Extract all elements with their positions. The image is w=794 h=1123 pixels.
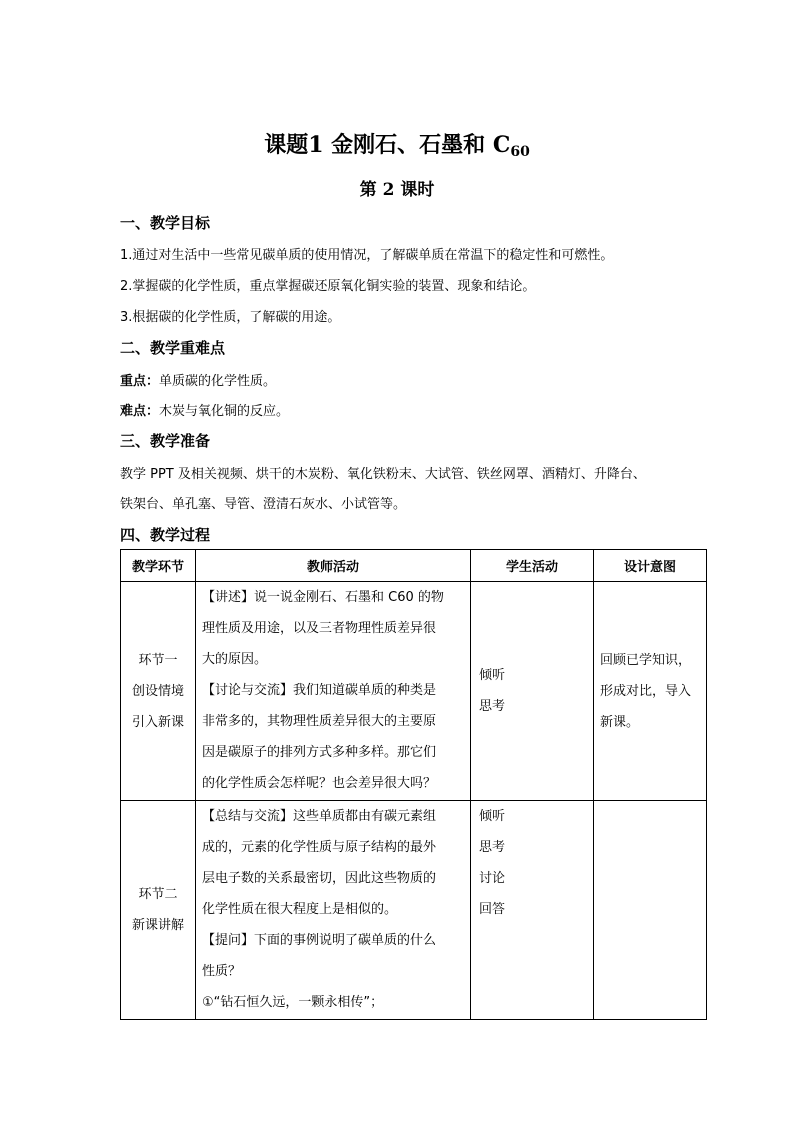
preparation-line: 铁架台、单孔塞、导管、澄清石灰水、小试管等。 [120,497,407,512]
teacher-line: 层电子数的关系最密切，因此这些物质的 [202,871,437,886]
table-row [121,801,707,1020]
teacher-line: 【提问】下面的事例说明了碳单质的什么 [202,933,437,948]
header-intent: 设计意图 [594,550,707,582]
teaching-process-table [120,549,707,1020]
teacher-line: 大的原因。 [202,652,268,667]
intent-line: 形成对比，导入 [600,683,692,699]
teacher-line: 化学性质在很大程度上是相似的。 [202,902,398,917]
key-text: 单质碳的化学性质。 [159,374,277,389]
title-text: 课题1 金刚石、石墨和 C [264,132,511,158]
difficult-text: 木炭与氧化铜的反应。 [159,404,290,419]
student-cell [471,582,594,801]
stage-line: 环节二 [138,887,178,902]
stage-line: 新课讲解 [131,918,184,933]
student-line: 倾听 [479,668,506,683]
objective-item: 3.根据碳的化学性质，了解碳的用途。 [120,310,341,325]
document-subtitle: 第 2 课时 [359,180,435,200]
student-line: 倾听 [479,809,506,824]
teacher-line: 【总结与交流】这些单质都由有碳元素组 [202,809,437,824]
stage-line: 创设情境 [131,683,184,699]
teacher-line: 【讨论与交流】我们知道碳单质的种类是 [202,683,437,698]
teacher-line: 因是碳原子的排列方式多种多样。那它们 [202,745,437,760]
difficult-point-line [120,400,289,419]
intent-line: 新课。 [600,714,640,730]
title-subscript: 60 [510,144,530,160]
teacher-cell [196,582,471,801]
key-label: 重点： [120,374,160,389]
table-header-row [121,550,707,582]
student-cell [471,801,594,1020]
document-title [0,128,794,160]
table-row [121,582,707,801]
intent-cell [594,801,707,1020]
key-point-line [120,370,276,389]
objective-item: 1.通过对生活中一些常见碳单质的使用情况，了解碳单质在常温下的稳定性和可燃性。 [120,248,614,263]
header-teacher: 教师活动 [196,550,471,582]
header-student: 学生活动 [471,550,594,582]
section-heading-objectives: 一、教学目标 [120,214,211,232]
teacher-line: 【讲述】说一说金刚石、石墨和 C60 的物 [202,590,444,605]
teacher-cell [196,801,471,1020]
student-line: 思考 [479,840,506,855]
intent-cell [594,582,707,801]
header-stage: 教学环节 [121,550,196,582]
student-line: 回答 [479,902,506,917]
stage-cell [121,801,196,1020]
section-heading-preparation: 三、教学准备 [120,432,211,450]
student-line: 讨论 [479,871,506,886]
section-heading-process: 四、教学过程 [120,526,211,544]
difficult-label: 难点： [120,404,160,419]
preparation-line: 教学 PPT 及相关视频、烘干的木炭粉、氧化铁粉末、大试管、铁丝网罩、酒精灯、升降台、 [120,467,646,482]
teacher-line: 理性质及用途，以及三者物理性质差异很 [202,621,437,636]
student-line: 思考 [479,699,506,714]
stage-cell [121,582,196,801]
stage-line: 引入新课 [131,714,184,730]
objective-item: 2.掌握碳的化学性质，重点掌握碳还原氧化铜实验的装置、现象和结论。 [120,279,536,294]
intent-line: 回顾已学知识， [600,652,692,668]
teacher-line: 性质？ [202,964,242,979]
teacher-line: ①“钻石恒久远，一颗永相传”； [202,995,384,1010]
teacher-line: 成的，元素的化学性质与原子结构的最外 [202,840,437,855]
teacher-line: 的化学性质会怎样呢？也会差异很大吗？ [202,776,437,791]
teacher-line: 非常多的，其物理性质差异很大的主要原 [202,714,437,729]
section-heading-key-points: 二、教学重难点 [120,339,226,357]
stage-line: 环节一 [138,652,178,668]
